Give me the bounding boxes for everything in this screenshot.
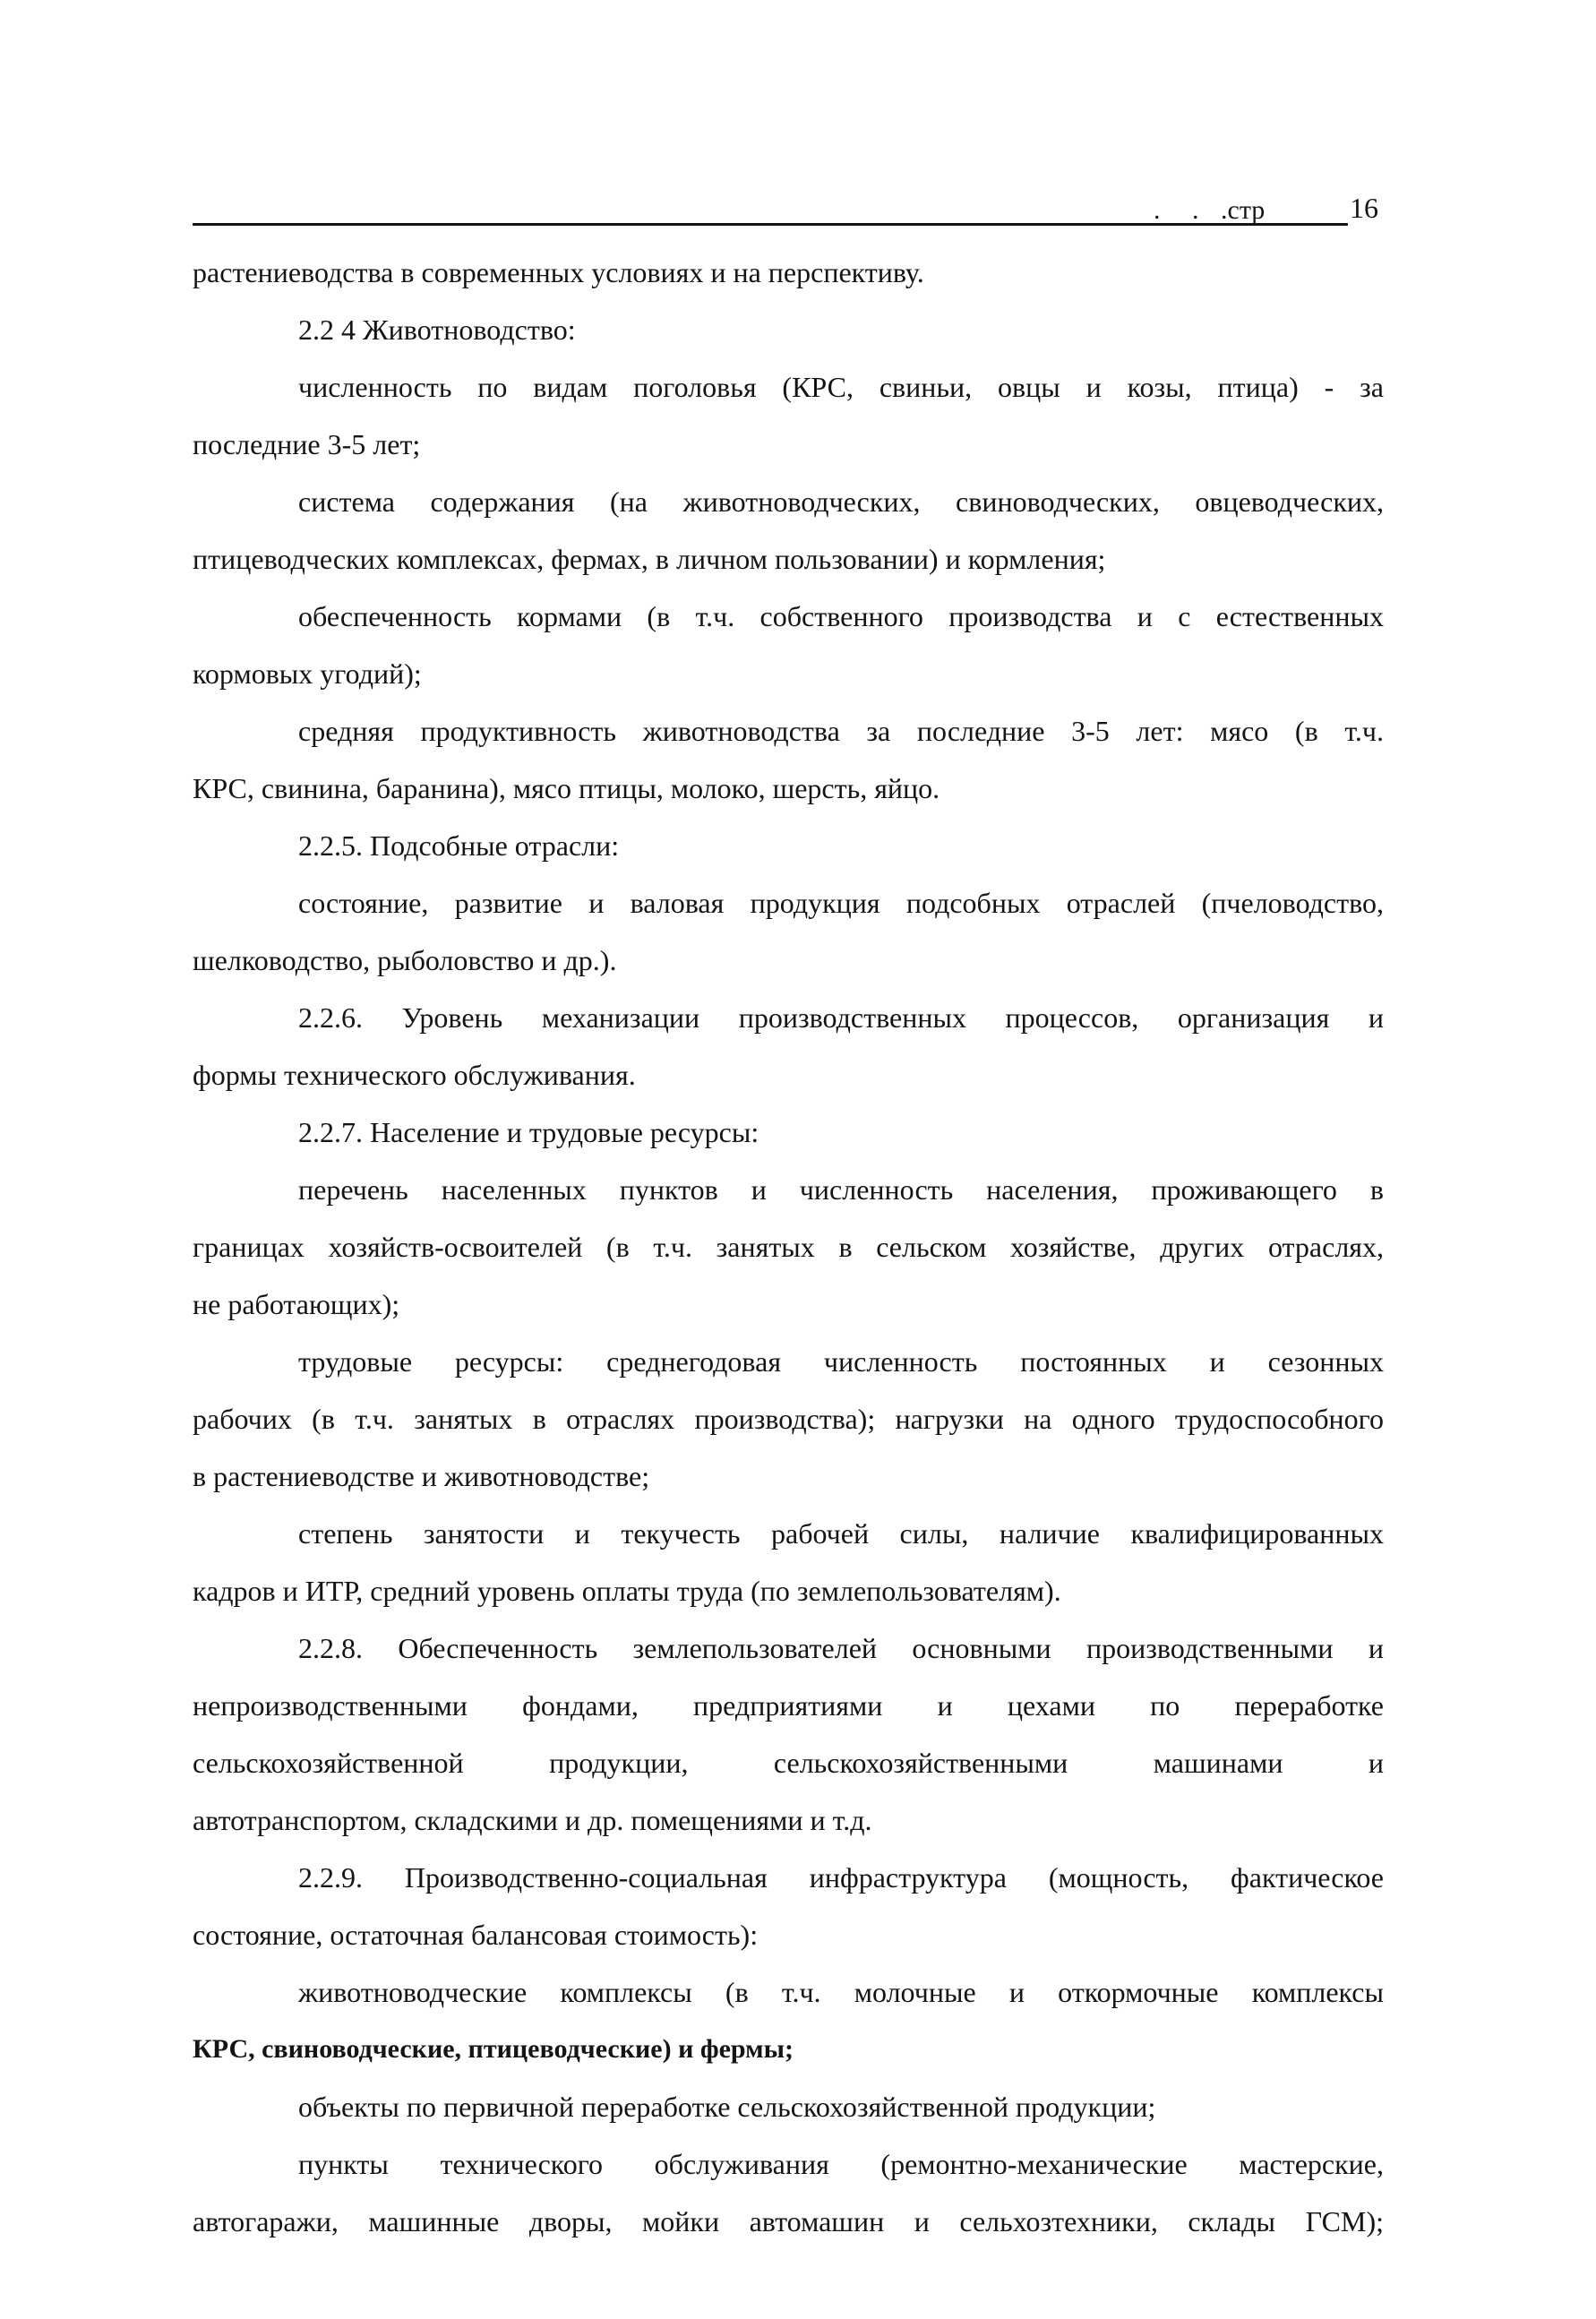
text-line: состояние, остаточная балансовая стоимость): (193, 1919, 759, 1951)
section-heading: 2.2.7. Население и трудовые ресурсы: (298, 1116, 759, 1148)
text-line: сельскохозяйственной продукции, сельскохозяйственными машинами и (193, 1747, 1384, 1779)
section-heading: 2.2 4 Животноводство: (298, 313, 576, 346)
text-line: рабочих (в т.ч. занятых в отраслях производства); нагрузки на одного трудоспособного (193, 1403, 1384, 1435)
text-line: пункты технического обслуживания (ремонтно-механические мастерские, (298, 2148, 1384, 2180)
text-line: кормовых угодий); (193, 657, 422, 690)
text-line-bold: КРС, свиноводческие, птицеводческие) и фермы; (193, 2034, 794, 2064)
section-heading: 2.2.6. Уровень механизации производственных процессов, организация и (298, 1001, 1384, 1034)
text-line: формы технического обслуживания. (193, 1059, 636, 1091)
text-line: автогаражи, машинные дворы, мойки автомашин и сельхозтехники, склады ГСМ); (193, 2205, 1384, 2237)
text-line: границах хозяйств-освоителей (в т.ч. занятых в сельском хозяйстве, других отраслях, (193, 1231, 1384, 1263)
document-body (193, 244, 1384, 2250)
text-line: в растениеводстве и животноводстве; (193, 1460, 650, 1492)
text-line: перечень населенных пунктов и численность населения, проживающего в (298, 1173, 1384, 1206)
text-line: средняя продуктивность животноводства за последние 3-5 лет: мясо (в т.ч. (298, 715, 1384, 747)
section-heading: 2.2.8. Обеспеченность землепользователей основными производственными и (298, 1632, 1384, 1664)
text-line: растениеводства в современных условиях и на перспективу. (193, 256, 924, 288)
text-line: обеспеченность кормами (в т.ч. собственного производства и с естественных (298, 600, 1384, 632)
text-line: шелководство, рыболовство и др.). (193, 944, 617, 976)
text-line: система содержания (на животноводческих, свиноводческих, овцеводческих, (298, 485, 1384, 518)
text-line: автотранспортом, складскими и др. помещениями и т.д. (193, 1804, 872, 1836)
text-line: последние 3-5 лет; (193, 428, 421, 460)
text-line: КРС, свинина, баранина), мясо птицы, молоко, шерсть, яйцо. (193, 772, 940, 804)
text-line: животноводческие комплексы (в т.ч. молочные и откормочные комплексы (298, 1976, 1384, 2008)
text-line: кадров и ИТР, средний уровень оплаты труда (по землепользователям). (193, 1575, 1061, 1607)
text-line: не работающих); (193, 1288, 400, 1320)
header-dots: . . (1154, 195, 1212, 225)
page-label: .стр (1221, 195, 1266, 225)
section-heading: 2.2.5. Подсобные отрасли: (298, 829, 620, 862)
text-line: объекты по первичной переработке сельскохозяйственной продукции; (298, 2091, 1156, 2123)
text-line: состояние, развитие и валовая продукция подсобных отраслей (пчеловодство, (298, 887, 1384, 919)
section-heading: 2.2.9. Производственно-социальная инфраструктура (мощность, фактическое (298, 1861, 1384, 1894)
page-header (193, 193, 1384, 229)
text-line: трудовые ресурсы: среднегодовая численность постоянных и сезонных (298, 1345, 1384, 1378)
text-line: птицеводческих комплексах, фермах, в личном пользовании) и кормления; (193, 543, 1106, 575)
page-number: 16 (1350, 192, 1378, 224)
text-line: численность по видам поголовья (КРС, свиньи, овцы и козы, птица) - за (298, 371, 1384, 403)
text-line: непроизводственными фондами, предприятиями и цехами по переработке (193, 1689, 1384, 1722)
text-line: степень занятости и текучесть рабочей силы, наличие квалифицированных (298, 1517, 1384, 1550)
